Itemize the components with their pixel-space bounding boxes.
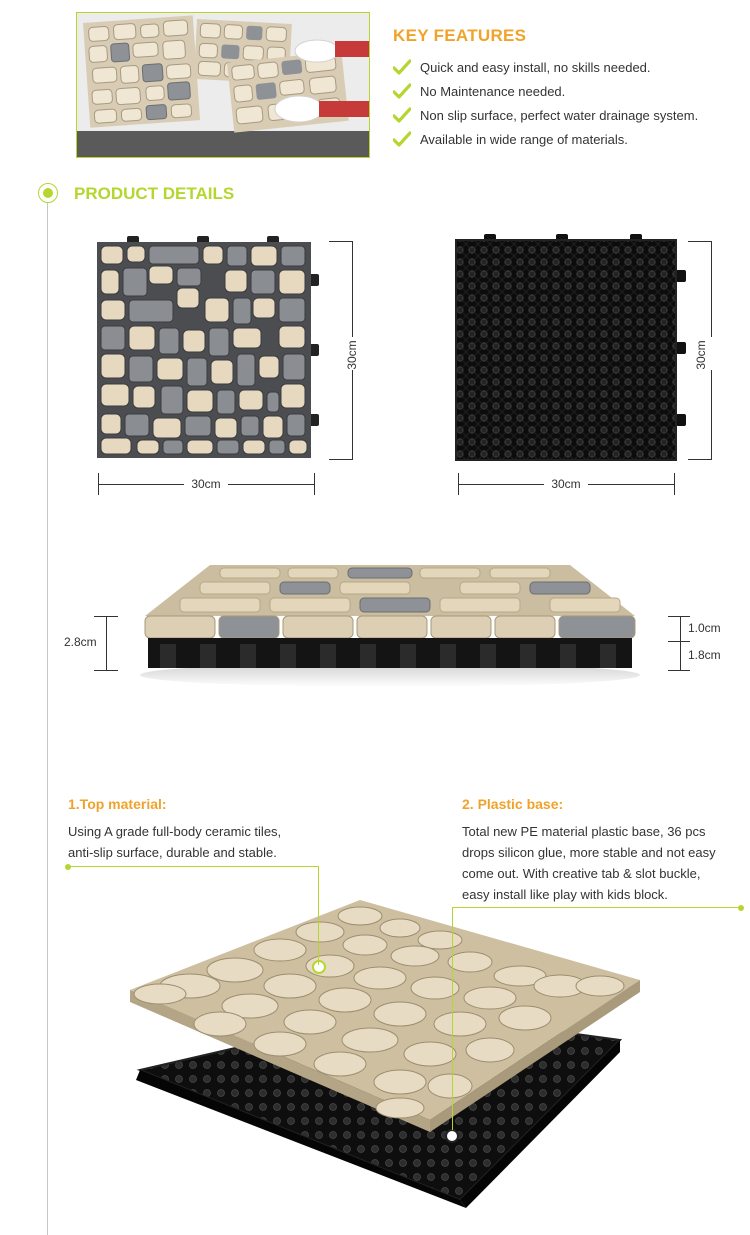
key-features-list: [393, 55, 698, 151]
dimension-tick: [668, 641, 690, 642]
dimension-line: [680, 616, 681, 671]
dimension-line: [352, 241, 353, 337]
check-icon: [393, 131, 411, 147]
feature-text: Quick and easy install, no skills needed.: [420, 59, 651, 75]
base-thickness-label: 1.8cm: [688, 648, 721, 662]
dimension-line: [106, 616, 107, 671]
stone-tile-top-view: [93, 234, 325, 464]
plastic-base-line: Total new PE material plastic base, 36 pcs: [462, 824, 706, 839]
check-icon: [393, 107, 411, 123]
feature-item: [393, 79, 698, 103]
check-icon: [393, 59, 411, 75]
callout-line: [452, 907, 740, 908]
stone-thickness-label: 1.0cm: [688, 621, 721, 635]
callout-dot-icon: [65, 864, 71, 870]
plastic-base-line: come out. With creative tab & slot buckle,: [462, 866, 701, 881]
total-thickness-label: 2.8cm: [64, 635, 97, 649]
plastic-base-line: easy install like play with kids block.: [462, 887, 668, 902]
plastic-base-heading: 2. Plastic base:: [462, 796, 564, 812]
dimension-line: [352, 370, 353, 460]
dimension-tick: [674, 473, 675, 495]
tile-side-view: [140, 560, 640, 690]
dimension-tick: [688, 241, 712, 242]
feature-text: No Maintenance needed.: [420, 83, 566, 99]
dimension-tick: [329, 459, 353, 460]
stone-width-label: 30cm: [191, 477, 221, 491]
dimension-tick: [329, 241, 353, 242]
timeline-dot-icon: [43, 188, 53, 198]
feature-item: [393, 103, 698, 127]
feature-text: Available in wide range of materials.: [420, 131, 628, 147]
base-width-label: 30cm: [551, 477, 581, 491]
dimension-line: [711, 370, 712, 460]
dimension-line: [458, 484, 544, 485]
installation-photo: [76, 12, 370, 158]
plastic-base-line: drops silicon glue, more stable and not easy: [462, 845, 716, 860]
stone-height-label: 30cm: [345, 340, 359, 370]
dimension-line: [228, 484, 314, 485]
feature-item: [393, 55, 698, 79]
feature-text: Non slip surface, perfect water drainage system.: [420, 107, 699, 123]
dimension-line: [588, 484, 674, 485]
feature-item: [393, 127, 698, 151]
dimension-tick: [668, 670, 690, 671]
exploded-tile-view: [130, 890, 660, 1210]
dimension-tick: [314, 473, 315, 495]
top-material-line: anti-slip surface, durable and stable.: [68, 845, 277, 860]
dimension-line: [98, 484, 184, 485]
base-height-label: 30cm: [694, 340, 708, 370]
dimension-tick: [668, 616, 690, 617]
callout-line: [452, 907, 453, 1130]
key-features-title: KEY FEATURES: [393, 26, 527, 45]
callout-line: [318, 866, 319, 965]
top-material-line: Using A grade full-body ceramic tiles,: [68, 824, 282, 839]
callout-line: [68, 866, 319, 867]
top-material-heading: 1.Top material:: [68, 796, 167, 812]
dimension-tick: [688, 459, 712, 460]
plastic-base-top-view: [454, 232, 688, 464]
timeline-line: [47, 185, 48, 1235]
top-material-text: [68, 821, 281, 863]
callout-dot-icon: [738, 905, 744, 911]
check-icon: [393, 83, 411, 99]
product-details-title: PRODUCT DETAILS: [74, 184, 235, 203]
dimension-line: [711, 241, 712, 337]
